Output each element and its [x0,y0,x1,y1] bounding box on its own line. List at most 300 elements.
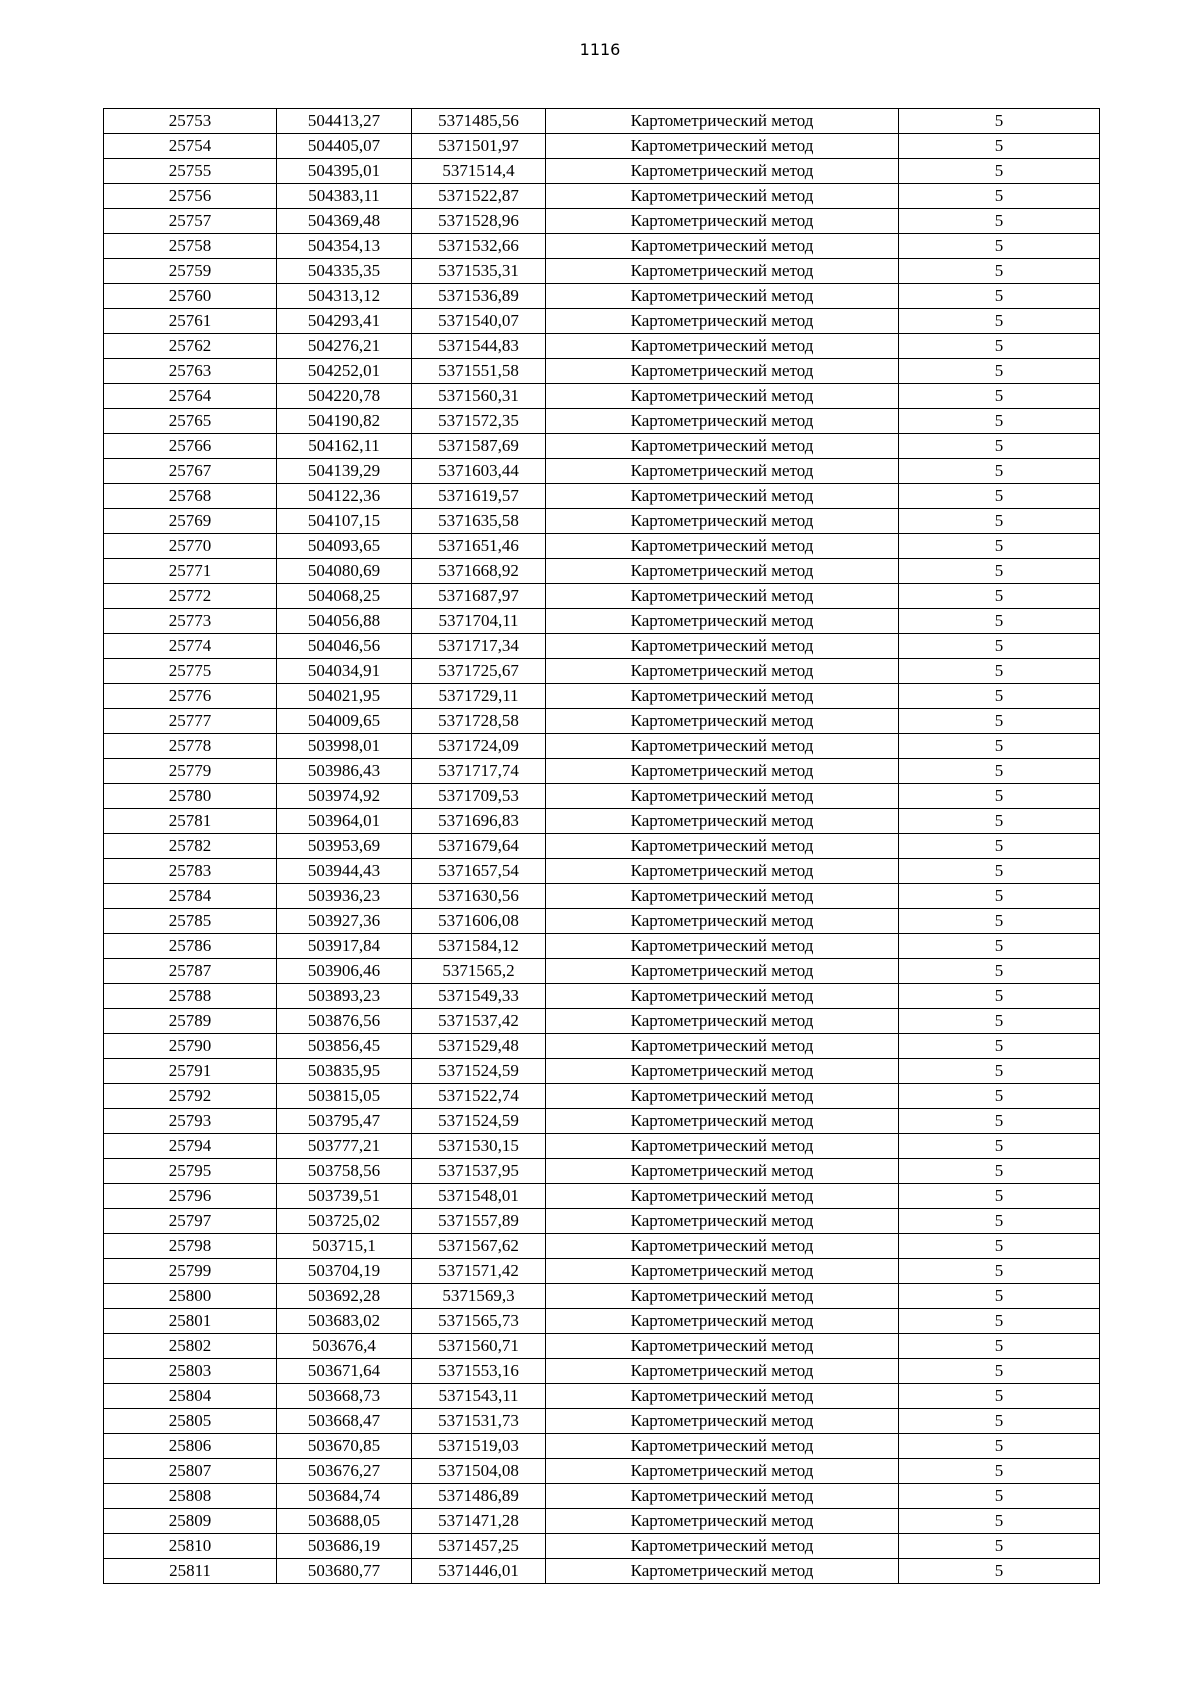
y-coordinate-cell: 5371446,01 [412,1559,546,1584]
y-coordinate-cell: 5371519,03 [412,1434,546,1459]
accuracy-cell: 5 [899,159,1100,184]
method-cell: Картометрический метод [546,584,899,609]
method-cell: Картометрический метод [546,984,899,1009]
table-row [104,684,1100,709]
table-row [104,1334,1100,1359]
method-cell: Картометрический метод [546,759,899,784]
y-coordinate-cell: 5371537,42 [412,1009,546,1034]
method-cell: Картометрический метод [546,259,899,284]
point-number-cell: 25755 [104,159,277,184]
x-coordinate-cell: 504056,88 [277,609,412,634]
point-number-cell: 25773 [104,609,277,634]
table-row [104,1309,1100,1334]
method-cell: Картометрический метод [546,1134,899,1159]
accuracy-cell: 5 [899,1009,1100,1034]
table-row [104,984,1100,1009]
method-cell: Картометрический метод [546,1159,899,1184]
table-row [104,384,1100,409]
y-coordinate-cell: 5371729,11 [412,684,546,709]
table-row [104,834,1100,859]
method-cell: Картометрический метод [546,784,899,809]
x-coordinate-cell: 504252,01 [277,359,412,384]
accuracy-cell: 5 [899,759,1100,784]
y-coordinate-cell: 5371704,11 [412,609,546,634]
y-coordinate-cell: 5371522,87 [412,184,546,209]
accuracy-cell: 5 [899,934,1100,959]
method-cell: Картометрический метод [546,834,899,859]
point-number-cell: 25789 [104,1009,277,1034]
y-coordinate-cell: 5371522,74 [412,1084,546,1109]
table-row [104,359,1100,384]
x-coordinate-cell: 503671,64 [277,1359,412,1384]
accuracy-cell: 5 [899,1409,1100,1434]
point-number-cell: 25802 [104,1334,277,1359]
method-cell: Картометрический метод [546,484,899,509]
point-number-cell: 25790 [104,1034,277,1059]
y-coordinate-cell: 5371529,48 [412,1034,546,1059]
y-coordinate-cell: 5371543,11 [412,1384,546,1409]
point-number-cell: 25756 [104,184,277,209]
method-cell: Картометрический метод [546,559,899,584]
x-coordinate-cell: 504107,15 [277,509,412,534]
x-coordinate-cell: 503680,77 [277,1559,412,1584]
x-coordinate-cell: 504068,25 [277,584,412,609]
method-cell: Картометрический метод [546,709,899,734]
y-coordinate-cell: 5371630,56 [412,884,546,909]
table-row [104,1259,1100,1284]
table-row [104,1384,1100,1409]
point-number-cell: 25805 [104,1409,277,1434]
x-coordinate-cell: 503725,02 [277,1209,412,1234]
method-cell: Картометрический метод [546,409,899,434]
table-row [104,1509,1100,1534]
accuracy-cell: 5 [899,1459,1100,1484]
y-coordinate-cell: 5371536,89 [412,284,546,309]
method-cell: Картометрический метод [546,734,899,759]
table-row [104,759,1100,784]
x-coordinate-cell: 503683,02 [277,1309,412,1334]
table-row [104,584,1100,609]
accuracy-cell: 5 [899,1484,1100,1509]
method-cell: Картометрический метод [546,284,899,309]
x-coordinate-cell: 503676,27 [277,1459,412,1484]
table-row [104,1059,1100,1084]
accuracy-cell: 5 [899,734,1100,759]
coordinates-table-body [104,109,1100,1584]
table-row [104,884,1100,909]
point-number-cell: 25754 [104,134,277,159]
point-number-cell: 25784 [104,884,277,909]
point-number-cell: 25759 [104,259,277,284]
x-coordinate-cell: 504383,11 [277,184,412,209]
x-coordinate-cell: 504395,01 [277,159,412,184]
method-cell: Картометрический метод [546,1484,899,1509]
accuracy-cell: 5 [899,284,1100,309]
method-cell: Картометрический метод [546,1434,899,1459]
accuracy-cell: 5 [899,709,1100,734]
method-cell: Картометрический метод [546,234,899,259]
accuracy-cell: 5 [899,1034,1100,1059]
table-row [104,709,1100,734]
method-cell: Картометрический метод [546,159,899,184]
method-cell: Картометрический метод [546,1459,899,1484]
y-coordinate-cell: 5371565,2 [412,959,546,984]
table-row [104,1159,1100,1184]
method-cell: Картометрический метод [546,1109,899,1134]
x-coordinate-cell: 503876,56 [277,1009,412,1034]
accuracy-cell: 5 [899,1184,1100,1209]
x-coordinate-cell: 503906,46 [277,959,412,984]
table-row [104,284,1100,309]
point-number-cell: 25766 [104,434,277,459]
accuracy-cell: 5 [899,609,1100,634]
method-cell: Картометрический метод [546,634,899,659]
y-coordinate-cell: 5371544,83 [412,334,546,359]
method-cell: Картометрический метод [546,459,899,484]
table-row [104,1484,1100,1509]
x-coordinate-cell: 504080,69 [277,559,412,584]
point-number-cell: 25772 [104,584,277,609]
x-coordinate-cell: 503739,51 [277,1184,412,1209]
y-coordinate-cell: 5371572,35 [412,409,546,434]
x-coordinate-cell: 504413,27 [277,109,412,134]
method-cell: Картометрический метод [546,1309,899,1334]
accuracy-cell: 5 [899,859,1100,884]
table-row [104,184,1100,209]
x-coordinate-cell: 503964,01 [277,809,412,834]
point-number-cell: 25787 [104,959,277,984]
accuracy-cell: 5 [899,1534,1100,1559]
accuracy-cell: 5 [899,1434,1100,1459]
x-coordinate-cell: 503668,73 [277,1384,412,1409]
y-coordinate-cell: 5371565,73 [412,1309,546,1334]
y-coordinate-cell: 5371657,54 [412,859,546,884]
accuracy-cell: 5 [899,1284,1100,1309]
accuracy-cell: 5 [899,359,1100,384]
accuracy-cell: 5 [899,309,1100,334]
method-cell: Картометрический метод [546,1034,899,1059]
method-cell: Картометрический метод [546,1384,899,1409]
point-number-cell: 25768 [104,484,277,509]
x-coordinate-cell: 503758,56 [277,1159,412,1184]
table-row [104,259,1100,284]
accuracy-cell: 5 [899,1309,1100,1334]
method-cell: Картометрический метод [546,209,899,234]
point-number-cell: 25763 [104,359,277,384]
accuracy-cell: 5 [899,409,1100,434]
x-coordinate-cell: 503835,95 [277,1059,412,1084]
x-coordinate-cell: 503998,01 [277,734,412,759]
table-row [104,159,1100,184]
y-coordinate-cell: 5371696,83 [412,809,546,834]
y-coordinate-cell: 5371501,97 [412,134,546,159]
point-number-cell: 25798 [104,1234,277,1259]
method-cell: Картометрический метод [546,334,899,359]
y-coordinate-cell: 5371549,33 [412,984,546,1009]
x-coordinate-cell: 503692,28 [277,1284,412,1309]
point-number-cell: 25776 [104,684,277,709]
x-coordinate-cell: 503944,43 [277,859,412,884]
point-number-cell: 25781 [104,809,277,834]
table-row [104,559,1100,584]
x-coordinate-cell: 504139,29 [277,459,412,484]
point-number-cell: 25760 [104,284,277,309]
x-coordinate-cell: 503856,45 [277,1034,412,1059]
table-row [104,1284,1100,1309]
method-cell: Картометрический метод [546,1009,899,1034]
point-number-cell: 25765 [104,409,277,434]
table-row [104,934,1100,959]
y-coordinate-cell: 5371651,46 [412,534,546,559]
table-row [104,409,1100,434]
accuracy-cell: 5 [899,1059,1100,1084]
x-coordinate-cell: 503953,69 [277,834,412,859]
y-coordinate-cell: 5371553,16 [412,1359,546,1384]
accuracy-cell: 5 [899,109,1100,134]
point-number-cell: 25779 [104,759,277,784]
y-coordinate-cell: 5371535,31 [412,259,546,284]
table-row [104,1434,1100,1459]
x-coordinate-cell: 504021,95 [277,684,412,709]
table-row [104,1409,1100,1434]
method-cell: Картометрический метод [546,359,899,384]
x-coordinate-cell: 504190,82 [277,409,412,434]
table-row [104,109,1100,134]
method-cell: Картометрический метод [546,109,899,134]
point-number-cell: 25778 [104,734,277,759]
accuracy-cell: 5 [899,1509,1100,1534]
x-coordinate-cell: 504046,56 [277,634,412,659]
x-coordinate-cell: 503688,05 [277,1509,412,1534]
x-coordinate-cell: 503684,74 [277,1484,412,1509]
accuracy-cell: 5 [899,559,1100,584]
y-coordinate-cell: 5371679,64 [412,834,546,859]
y-coordinate-cell: 5371537,95 [412,1159,546,1184]
point-number-cell: 25782 [104,834,277,859]
point-number-cell: 25811 [104,1559,277,1584]
accuracy-cell: 5 [899,259,1100,284]
x-coordinate-cell: 503795,47 [277,1109,412,1134]
y-coordinate-cell: 5371709,53 [412,784,546,809]
x-coordinate-cell: 503686,19 [277,1534,412,1559]
accuracy-cell: 5 [899,1209,1100,1234]
accuracy-cell: 5 [899,959,1100,984]
point-number-cell: 25810 [104,1534,277,1559]
method-cell: Картометрический метод [546,1209,899,1234]
y-coordinate-cell: 5371569,3 [412,1284,546,1309]
accuracy-cell: 5 [899,1259,1100,1284]
table-row [104,434,1100,459]
point-number-cell: 25761 [104,309,277,334]
table-row [104,1109,1100,1134]
table-row [104,484,1100,509]
point-number-cell: 25774 [104,634,277,659]
x-coordinate-cell: 503917,84 [277,934,412,959]
table-row [104,134,1100,159]
method-cell: Картометрический метод [546,1534,899,1559]
y-coordinate-cell: 5371532,66 [412,234,546,259]
accuracy-cell: 5 [899,659,1100,684]
y-coordinate-cell: 5371619,57 [412,484,546,509]
x-coordinate-cell: 503676,4 [277,1334,412,1359]
method-cell: Картометрический метод [546,1334,899,1359]
y-coordinate-cell: 5371514,4 [412,159,546,184]
table-row [104,1084,1100,1109]
coordinates-table [103,108,1100,1584]
y-coordinate-cell: 5371728,58 [412,709,546,734]
accuracy-cell: 5 [899,534,1100,559]
point-number-cell: 25771 [104,559,277,584]
x-coordinate-cell: 503670,85 [277,1434,412,1459]
method-cell: Картометрический метод [546,384,899,409]
point-number-cell: 25799 [104,1259,277,1284]
table-row [104,1534,1100,1559]
point-number-cell: 25794 [104,1134,277,1159]
x-coordinate-cell: 503893,23 [277,984,412,1009]
table-row [104,809,1100,834]
point-number-cell: 25803 [104,1359,277,1384]
x-coordinate-cell: 503936,23 [277,884,412,909]
accuracy-cell: 5 [899,509,1100,534]
method-cell: Картометрический метод [546,1184,899,1209]
accuracy-cell: 5 [899,184,1100,209]
x-coordinate-cell: 504276,21 [277,334,412,359]
method-cell: Картометрический метод [546,659,899,684]
x-coordinate-cell: 504293,41 [277,309,412,334]
accuracy-cell: 5 [899,384,1100,409]
x-coordinate-cell: 504093,65 [277,534,412,559]
page-number: 1116 [579,40,621,59]
y-coordinate-cell: 5371603,44 [412,459,546,484]
accuracy-cell: 5 [899,1134,1100,1159]
accuracy-cell: 5 [899,984,1100,1009]
method-cell: Картометрический метод [546,684,899,709]
accuracy-cell: 5 [899,1559,1100,1584]
y-coordinate-cell: 5371725,67 [412,659,546,684]
method-cell: Картометрический метод [546,1259,899,1284]
accuracy-cell: 5 [899,909,1100,934]
method-cell: Картометрический метод [546,184,899,209]
method-cell: Картометрический метод [546,609,899,634]
table-row [104,459,1100,484]
table-row [104,634,1100,659]
point-number-cell: 25792 [104,1084,277,1109]
x-coordinate-cell: 504369,48 [277,209,412,234]
method-cell: Картометрический метод [546,859,899,884]
table-row [104,309,1100,334]
y-coordinate-cell: 5371584,12 [412,934,546,959]
accuracy-cell: 5 [899,334,1100,359]
point-number-cell: 25796 [104,1184,277,1209]
x-coordinate-cell: 504405,07 [277,134,412,159]
x-coordinate-cell: 504220,78 [277,384,412,409]
accuracy-cell: 5 [899,459,1100,484]
table-row [104,609,1100,634]
y-coordinate-cell: 5371531,73 [412,1409,546,1434]
y-coordinate-cell: 5371485,56 [412,109,546,134]
table-row [104,959,1100,984]
accuracy-cell: 5 [899,1359,1100,1384]
point-number-cell: 25807 [104,1459,277,1484]
point-number-cell: 25808 [104,1484,277,1509]
y-coordinate-cell: 5371551,58 [412,359,546,384]
table-row [104,209,1100,234]
accuracy-cell: 5 [899,1384,1100,1409]
point-number-cell: 25775 [104,659,277,684]
table-row [104,534,1100,559]
y-coordinate-cell: 5371540,07 [412,309,546,334]
method-cell: Картометрический метод [546,534,899,559]
method-cell: Картометрический метод [546,509,899,534]
y-coordinate-cell: 5371635,58 [412,509,546,534]
y-coordinate-cell: 5371571,42 [412,1259,546,1284]
x-coordinate-cell: 504313,12 [277,284,412,309]
x-coordinate-cell: 504122,36 [277,484,412,509]
x-coordinate-cell: 503715,1 [277,1234,412,1259]
method-cell: Картометрический метод [546,959,899,984]
point-number-cell: 25804 [104,1384,277,1409]
accuracy-cell: 5 [899,434,1100,459]
x-coordinate-cell: 503704,19 [277,1259,412,1284]
accuracy-cell: 5 [899,484,1100,509]
x-coordinate-cell: 504162,11 [277,434,412,459]
point-number-cell: 25785 [104,909,277,934]
accuracy-cell: 5 [899,1159,1100,1184]
table-row [104,859,1100,884]
point-number-cell: 25777 [104,709,277,734]
y-coordinate-cell: 5371524,59 [412,1109,546,1134]
y-coordinate-cell: 5371717,74 [412,759,546,784]
y-coordinate-cell: 5371724,09 [412,734,546,759]
method-cell: Картометрический метод [546,934,899,959]
point-number-cell: 25806 [104,1434,277,1459]
point-number-cell: 25764 [104,384,277,409]
y-coordinate-cell: 5371548,01 [412,1184,546,1209]
accuracy-cell: 5 [899,1109,1100,1134]
point-number-cell: 25795 [104,1159,277,1184]
point-number-cell: 25809 [104,1509,277,1534]
table-row [104,659,1100,684]
table-row [104,1559,1100,1584]
table-row [104,334,1100,359]
y-coordinate-cell: 5371567,62 [412,1234,546,1259]
point-number-cell: 25801 [104,1309,277,1334]
point-number-cell: 25793 [104,1109,277,1134]
point-number-cell: 25770 [104,534,277,559]
point-number-cell: 25791 [104,1059,277,1084]
table-row [104,1359,1100,1384]
table-row [104,1184,1100,1209]
accuracy-cell: 5 [899,234,1100,259]
point-number-cell: 25769 [104,509,277,534]
method-cell: Картометрический метод [546,1234,899,1259]
accuracy-cell: 5 [899,1334,1100,1359]
method-cell: Картометрический метод [546,1059,899,1084]
method-cell: Картометрический метод [546,134,899,159]
y-coordinate-cell: 5371560,31 [412,384,546,409]
method-cell: Картометрический метод [546,1284,899,1309]
y-coordinate-cell: 5371486,89 [412,1484,546,1509]
x-coordinate-cell: 503986,43 [277,759,412,784]
y-coordinate-cell: 5371587,69 [412,434,546,459]
point-number-cell: 25797 [104,1209,277,1234]
table-row [104,1234,1100,1259]
y-coordinate-cell: 5371471,28 [412,1509,546,1534]
table-row [104,509,1100,534]
x-coordinate-cell: 503777,21 [277,1134,412,1159]
y-coordinate-cell: 5371504,08 [412,1459,546,1484]
point-number-cell: 25786 [104,934,277,959]
